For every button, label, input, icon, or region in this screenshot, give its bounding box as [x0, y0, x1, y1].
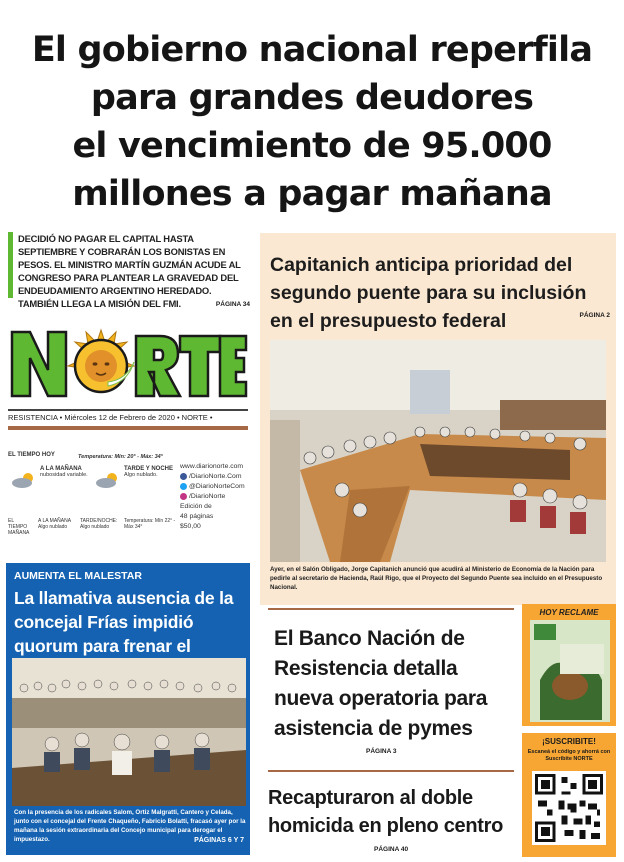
weather-label: TARDE Y NOCHE [124, 466, 174, 472]
blue-story-title[interactable]: La llamativa ausencia de la concejal Frías impidió quorum para frenar el [14, 588, 234, 656]
website-link[interactable]: www.diarionorte.com [180, 463, 244, 470]
contact-info [180, 462, 252, 532]
headline-line: el vencimiento de 95.000 [72, 126, 552, 166]
subscribe-ad-text: Escaneá el código y ahorrá con Suscribite NORTE [527, 749, 611, 762]
banco-story-page-ref: PÁGINA 3 [366, 748, 397, 755]
lead-accent-bar [8, 232, 13, 298]
banco-story-title[interactable]: El Banco Nación de Resistencia detalla nueva operatoria para asistencia de pymes [274, 627, 488, 740]
sun-emblem-icon [68, 330, 134, 392]
blue-story-kicker: AUMENTA EL MALESTAR [14, 570, 142, 582]
page-count: 48 páginas [180, 513, 214, 520]
twitter-handle[interactable]: @DiarioNorteCom [189, 483, 245, 490]
weather-temp: Temperatura: Mín: 20° - Máx: 34° [78, 454, 163, 460]
story-rule [268, 770, 514, 772]
facebook-handle[interactable]: /DiarioNorte.Com [189, 473, 242, 480]
council-session-photo [12, 658, 246, 806]
weather-forecast: Temperatura: Mín 22° - Máx 34° [124, 518, 176, 530]
reclame-ad-label: HOY RECLAME [539, 608, 599, 617]
weather-sub-label: A LA MAÑANA [40, 466, 82, 472]
price: $50,00 [180, 523, 201, 530]
reclame-ad-image [530, 620, 610, 722]
dateline: RESISTENCIA • Miércoles 12 de Febrero de 2020 • NORTE • [8, 413, 213, 422]
weather-box [8, 452, 178, 538]
featured-page-ref: PÁGINA 2 [579, 312, 610, 319]
instagram-handle[interactable]: /DiarioNorte [189, 493, 226, 500]
dateline-rule [8, 409, 248, 411]
headline-line: millones a pagar mañana [72, 174, 552, 214]
blue-story-caption: Con la presencia de los radicales Salom, Ortiz Malgratti, Cantero y Celada, junto con el concejal del Frente Chaqueño, Fabricio Bolatti, fracasó ayer por la mañana la sesión extraordinaria del Concejo municipal para derogar el impuestazo. [14, 809, 246, 843]
weather-label: EL TIEMPO HOY [8, 452, 55, 458]
facebook-icon [180, 473, 187, 480]
recapture-story-title[interactable]: Recapturaron al doble homicida en pleno centro [268, 787, 504, 837]
cloudy-icon [10, 472, 38, 488]
qr-code[interactable] [532, 771, 606, 845]
weather-forecast: A LA MAÑANA Algo nublado [38, 518, 71, 530]
weather-forecast: TARDE/NOCHE: Algo nublado [80, 518, 118, 530]
story-rule [268, 608, 514, 610]
blue-story-page-ref: PÁGINAS 6 Y 7 [194, 837, 244, 844]
subscribe-ad-label: ¡SUSCRIBITE! [542, 737, 596, 746]
weather-desc: nubosidad variable. [40, 472, 88, 478]
edition-label: Edición de [180, 503, 212, 510]
main-headline [0, 26, 624, 218]
headline-line: para grandes deudores [90, 78, 534, 118]
featured-title[interactable]: Capitanich anticipa prioridad del segundo puente para su inclusión en el presupuesto federal [270, 254, 587, 332]
headline-line: El gobierno nacional reperfila [31, 30, 593, 70]
featured-caption: Ayer, en el Salón Obligado, Jorge Capitanich anunció que acudirá al Ministerio de Economía de la Nación para pedirle al secretario de Hacienda, Raúl Rigo, que el Proyecto del Segundo Puente sea incluido en el Presupuesto Nacional. [270, 566, 603, 591]
dateline-rule [8, 426, 248, 430]
lead-text: DECIDIÓ NO PAGAR EL CAPITAL HASTA SEPTIEMBRE Y COBRARÁN LOS BONISTAS EN PESOS. EL MINISTRO MARTÍN GUZMÁN ACUDE AL CONGRESO PARA PLANTEAR LA GRAVEDAD DEL ENDEUDAMIENTO ARGENTINO HEREDADO. TAMBIÉN LLEGA LA MISIÓN DEL FMI. [18, 233, 241, 309]
recapture-story-page-ref: PÁGINA 40 [374, 846, 409, 853]
lead-page-ref: PÁGINA 34 [215, 301, 250, 308]
meeting-photo [270, 340, 606, 562]
norte-logo [8, 322, 248, 404]
instagram-icon [180, 493, 187, 500]
weather-desc: Algo nublado. [124, 472, 158, 478]
cloudy-icon [94, 472, 122, 488]
twitter-icon [180, 483, 187, 490]
weather-forecast: EL TIEMPO MAÑANA [8, 518, 30, 536]
